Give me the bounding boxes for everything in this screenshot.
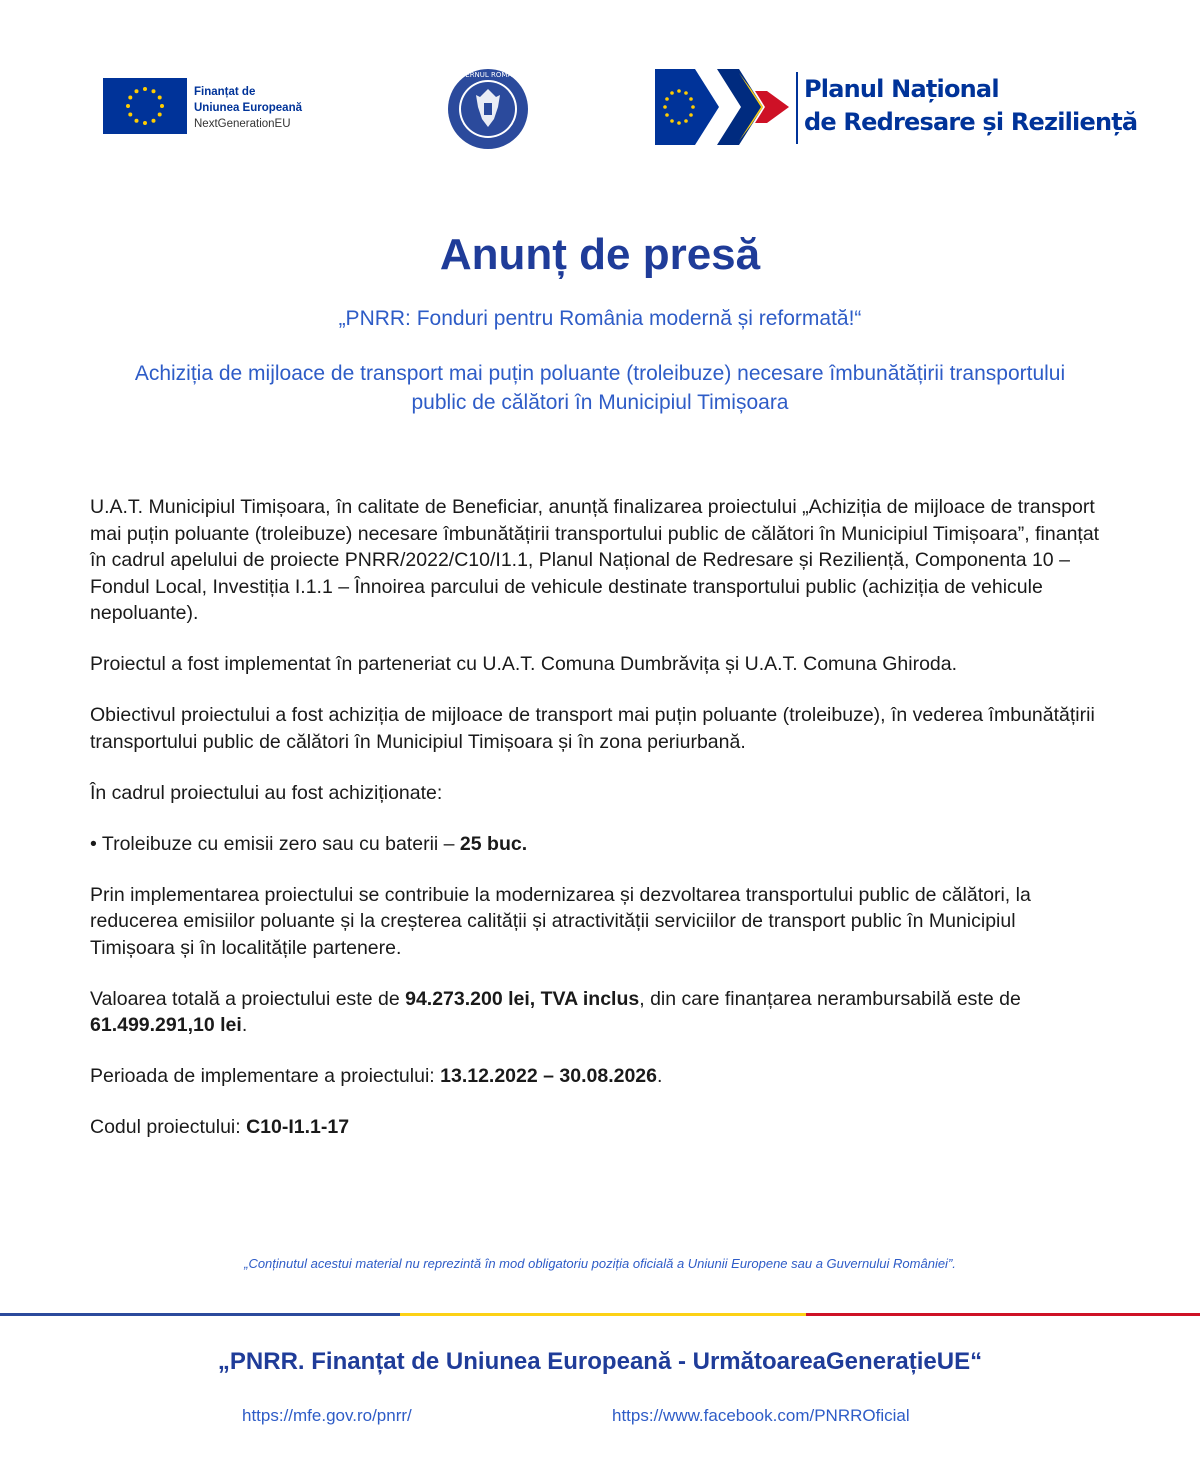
tricolor-line: [0, 1313, 1200, 1316]
paragraph-partnership: Proiectul a fost implementat în parteneriat cu U.A.T. Comuna Dumbrăvița și U.A.T. Comuna Ghiroda.: [90, 653, 958, 675]
paragraph-impact: Prin implementarea proiectului se contribuie la modernizarea și dezvoltarea transportului public de călători, la reducerea emisiilor poluante și la creșterea calității și atractivității serviciilor de transport public în Municipiul Timișoara și în localitățile partenere.: [90, 883, 1031, 959]
value-text-e: .: [241, 1014, 248, 1036]
subtitle: Achiziția de mijloace de transport mai puțin poluante (troleibuze) necesare îmbunătățirii transportului public de călători în Municipiul Timișoara: [134, 362, 1066, 414]
paragraph-acquired: În cadrul proiectului au fost achiziționate:: [90, 781, 443, 804]
pnrr-line-1: Planul Național: [804, 75, 999, 103]
period-label: Perioada de implementare a proiectului:: [90, 1065, 441, 1087]
paragraph-objective: Obiectivul proiectului a fost achiziția de mijloace de transport mai puțin poluante (troleibuze), în vederea îmbunătățirii transportului public de călători în Municipiul Timișoara și în zona periurbană.: [90, 704, 1095, 753]
tricolor-blue: [0, 1313, 400, 1316]
paragraph-value: [90, 986, 1100, 1039]
eu-line-3: NextGenerationEU: [194, 118, 291, 130]
pnrr-divider: [796, 72, 798, 144]
code-label: Codul proiectului:: [90, 1116, 247, 1138]
press-release-body: [90, 494, 1100, 1165]
paragraph-intro: U.A.T. Municipiul Timișoara, în calitate de Beneficiar, anunță finalizarea proiectului „Achiziția de mijloace de transport mai puțin poluante (troleibuze) necesare îmbunătățirii transportului public de călători în Municipiul Timișoara”, finanțat în cadrul apelului de proiecte PNRR/2022/C10/I1.1, Planul Național de Redresare și Reziliență, Componenta 10 – Fondul Local, Investiția I.1.1 – Înnoirea parcului de vehicule destinate transportului public (achiziția de vehicule nepoluante).: [90, 496, 1100, 624]
facebook-link[interactable]: https://www.facebook.com/PNRROficial: [612, 1406, 910, 1425]
eu-line-1: Finanțat de: [194, 86, 256, 98]
paragraph-period: [90, 1063, 1100, 1090]
paragraph-trolleybus-item: [90, 831, 1100, 858]
nonreimbursable-value: 61.499.291,10 lei: [90, 1014, 242, 1036]
tricolor-yellow: [400, 1313, 806, 1316]
period-end: .: [657, 1065, 663, 1087]
mfe-link[interactable]: https://mfe.gov.ro/pnrr/: [242, 1406, 412, 1425]
total-value: 94.273.200 lei, TVA inclus: [405, 987, 640, 1010]
footer-slogan: „PNRR. Finanțat de Uniunea Europeană - UrmătoareaGenerațieUE“: [217, 1348, 983, 1375]
tricolor-red: [806, 1313, 1200, 1316]
pnrr-title: [804, 73, 1137, 139]
period-value: 13.12.2022 – 30.08.2026: [440, 1065, 657, 1087]
pnrr-line-2: de Redresare și Reziliență: [804, 108, 1138, 136]
government-seal-icon: [446, 67, 530, 151]
slogan: „PNRR: Fonduri pentru România modernă și reformată!“: [338, 307, 862, 330]
eu-line-2: Uniunea Europeană: [194, 102, 302, 114]
eu-flag-logo: [103, 78, 187, 134]
paragraph-code: [90, 1114, 1100, 1141]
seal-text: GUVERNUL ROMÂNIEI: [449, 71, 527, 79]
value-text-c: , din care finanțarea nerambursabilă este de: [639, 987, 1021, 1010]
eu-funding-text: [194, 84, 302, 132]
value-text-a: Valoarea totală a proiectului este de: [90, 987, 406, 1010]
header: [0, 0, 1200, 180]
disclaimer: „Conținutul acestui material nu reprezintă în mod obligatoriu poziția oficială a Uniunii Europene sau a Guvernului României”.: [244, 1256, 956, 1271]
item-quantity: 25 buc.: [459, 832, 528, 855]
project-code: C10-I1.1-17: [246, 1116, 350, 1138]
pnrr-logo: [655, 69, 791, 145]
page-title: Anunț de presă: [439, 230, 761, 279]
item-text: • Troleibuze cu emisii zero sau cu baterii –: [90, 832, 460, 855]
